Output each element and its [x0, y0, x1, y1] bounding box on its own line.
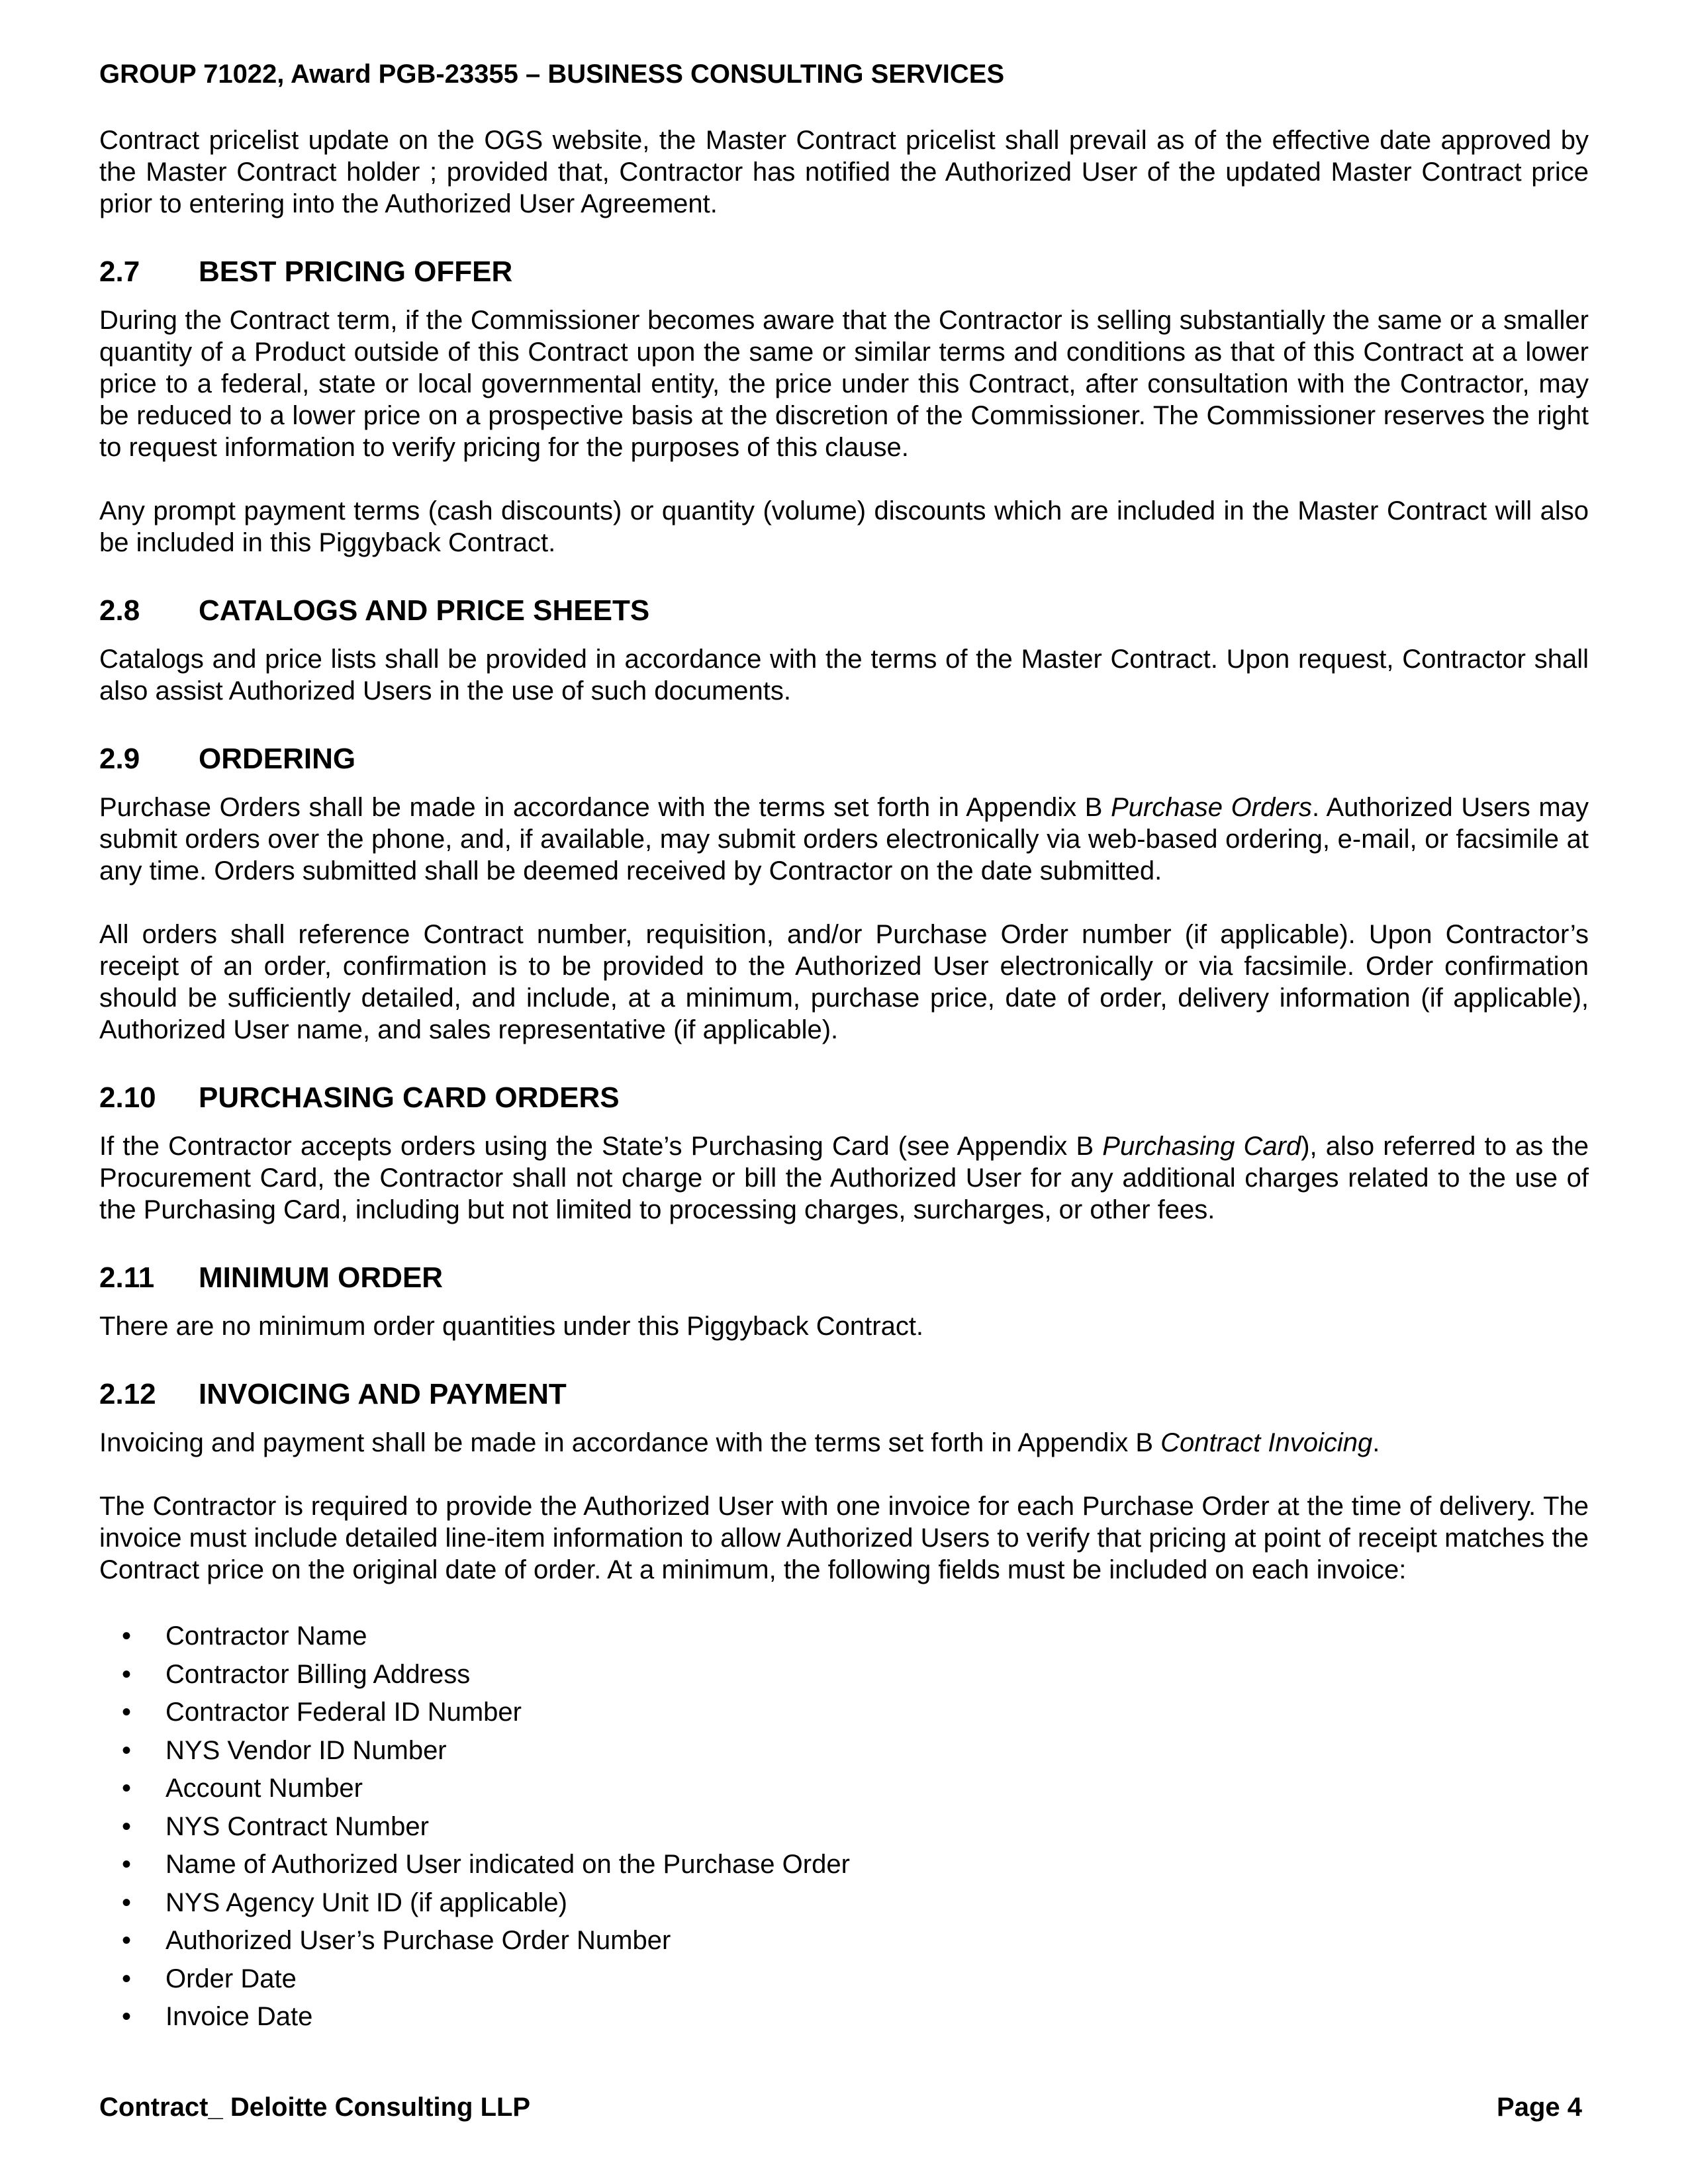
bullet-icon: •	[122, 1659, 132, 1689]
section-number: 2.10	[99, 1081, 156, 1114]
paragraph	[99, 1130, 1589, 1226]
paragraph: There are no minimum order quantities under this Piggyback Contract.	[99, 1312, 924, 1341]
list-item	[99, 1808, 1589, 1846]
paragraph: Catalogs and price lists shall be provided in accordance with the terms of the Master Contract. Upon request, Contractor shall also assist Authorized Users in the use of such documents.	[99, 645, 1589, 705]
list-item	[99, 1884, 1589, 1923]
list-item	[99, 1732, 1589, 1770]
italic-reference: Purchasing Card	[1102, 1132, 1301, 1161]
list-item-text: Contractor Billing Address	[165, 1659, 471, 1689]
page-content	[99, 124, 1589, 2036]
text-run: ), also referred to as the Procurement Card, the Contractor shall not charge or bill the Authorized User for any additional charges related to the use of the Purchasing Card, including but not limited to processing charges, surcharges, or other fees.	[99, 1132, 1589, 1224]
section-2-9	[99, 741, 1589, 1046]
section-2-12	[99, 1377, 1589, 2036]
list-item-text: Contractor Name	[165, 1621, 367, 1651]
list-item-text: Authorized User’s Purchase Order Number	[165, 1926, 671, 1955]
section-heading	[99, 254, 1589, 290]
text-run: If the Contractor accepts orders using the State’s Purchasing Card (see Appendix B	[99, 1132, 1103, 1161]
list-item	[99, 1960, 1589, 1999]
section-number: 2.9	[99, 743, 140, 775]
list-item	[99, 1922, 1589, 1960]
list-item	[99, 1846, 1589, 1884]
list-item-text: Invoice Date	[165, 2002, 313, 2031]
section-number: 2.8	[99, 594, 140, 627]
list-item-text: NYS Contract Number	[165, 1811, 429, 1841]
list-item-text: Account Number	[165, 1774, 363, 1803]
bullet-icon: •	[122, 2002, 132, 2031]
list-item-text: Name of Authorized User indicated on the Purchase Order	[165, 1850, 850, 1879]
section-title: ORDERING	[199, 743, 356, 775]
paragraph: During the Contract term, if the Commissioner becomes aware that the Contractor is selling substantially the same or a smaller quantity of a Product outside of this Contract upon the same or similar terms and conditions as that of this Contract at a lower price to a federal, state or local governmental entity, the price under this Contract, after consultation with the Contractor, may be reduced to a lower price on a prospective basis at the discretion of the Commissioner. The Commissioner reserves the right to request information to verify pricing for the purposes of this clause.	[99, 306, 1589, 462]
invoice-fields-list	[99, 1617, 1589, 2036]
section-heading	[99, 1260, 1589, 1296]
bullet-icon: •	[122, 1621, 132, 1651]
section-title: CATALOGS AND PRICE SHEETS	[199, 594, 650, 627]
list-item	[99, 1770, 1589, 1808]
bullet-icon: •	[122, 1850, 132, 1879]
bullet-icon: •	[122, 1926, 132, 1955]
list-item-text: NYS Agency Unit ID (if applicable)	[165, 1888, 567, 1917]
italic-reference: Purchase Orders	[1111, 793, 1312, 822]
paragraph	[99, 1427, 1589, 1459]
text-run: . Authorized Users may submit orders over the phone, and, if available, may submit orders electronically via web-based ordering, e-mail, or facsimile at any time. Orders submitted shall be deemed received by Contractor on the date submitted.	[99, 793, 1589, 886]
bullet-icon: •	[122, 1735, 132, 1765]
list-item-text: Order Date	[165, 1964, 297, 1993]
section-title: BEST PRICING OFFER	[199, 255, 513, 288]
intro-paragraph: Contract pricelist update on the OGS website, the Master Contract pricelist shall prevail as of the effective date approved by the Master Contract holder ; provided that, Contractor has notified the Authorized User of the updated Master Contract price prior to entering into the Authorized User Agreement.	[99, 126, 1589, 218]
text-run: .	[1372, 1428, 1380, 1457]
section-title: PURCHASING CARD ORDERS	[199, 1081, 620, 1114]
italic-reference: Contract Invoicing	[1160, 1428, 1373, 1457]
list-item	[99, 1617, 1589, 1656]
list-item-text: NYS Vendor ID Number	[165, 1735, 447, 1765]
page-footer	[99, 2091, 1582, 2123]
bullet-icon: •	[122, 1811, 132, 1841]
paragraph: All orders shall reference Contract number, requisition, and/or Purchase Order number (if applicable). Upon Contractor’s receipt of an order, confirmation is to be provided to the Authorized User electronically or via facsimile. Order confirmation should be sufficiently detailed, and include, at a minimum, purchase price, date of order, delivery information (if applicable), Authorized User name, and sales representative (if applicable).	[99, 920, 1589, 1044]
paragraph: The Contractor is required to provide the Authorized User with one invoice for each Purchase Order at the time of delivery. The invoice must include detailed line-item information to allow Authorized Users to verify that pricing at point of receipt matches the Contract price on the original date of order. At a minimum, the following fields must be included on each invoice:	[99, 1492, 1589, 1584]
section-number: 2.11	[99, 1261, 155, 1294]
section-title: INVOICING AND PAYMENT	[199, 1378, 567, 1410]
page-number: Page 4	[1497, 2093, 1582, 2122]
list-item	[99, 1998, 1589, 2036]
list-item	[99, 1656, 1589, 1694]
text-run: Invoicing and payment shall be made in accordance with the terms set forth in Appendix B	[99, 1428, 1161, 1457]
page-header: GROUP 71022, Award PGB-23355 – BUSINESS CONSULTING SERVICES	[99, 60, 1005, 89]
section-2-11	[99, 1260, 1589, 1342]
section-heading	[99, 1080, 1589, 1116]
list-item-text: Contractor Federal ID Number	[165, 1698, 522, 1727]
section-number: 2.7	[99, 255, 140, 288]
bullet-icon: •	[122, 1964, 132, 1993]
section-heading	[99, 1377, 1589, 1412]
bullet-icon: •	[122, 1774, 132, 1803]
bullet-icon: •	[122, 1888, 132, 1917]
paragraph	[99, 792, 1589, 887]
section-heading	[99, 741, 1589, 777]
section-number: 2.12	[99, 1378, 156, 1410]
footer-contract-name: Contract_ Deloitte Consulting LLP	[99, 2093, 531, 2122]
section-2-10	[99, 1080, 1589, 1226]
section-heading	[99, 593, 1589, 629]
section-2-8	[99, 593, 1589, 707]
text-run: Purchase Orders shall be made in accordance with the terms set forth in Appendix B	[99, 793, 1111, 822]
list-item	[99, 1694, 1589, 1732]
section-title: MINIMUM ORDER	[199, 1261, 444, 1294]
bullet-icon: •	[122, 1698, 132, 1727]
paragraph: Any prompt payment terms (cash discounts) or quantity (volume) discounts which are included in the Master Contract will also be included in this Piggyback Contract.	[99, 496, 1589, 557]
section-2-7	[99, 254, 1589, 559]
